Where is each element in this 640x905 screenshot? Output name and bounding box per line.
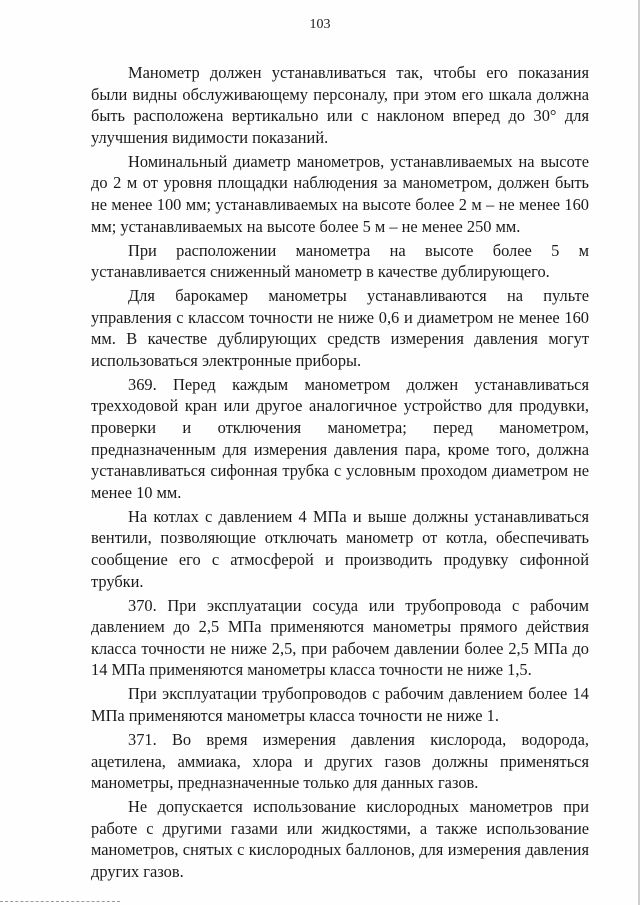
- paragraph-high-pressure-pipelines: При эксплуатации трубопроводов с рабочим давлением более 14 МПа применяются манометры класса точности не ниже 1.: [91, 684, 589, 725]
- paragraph-barochamber: Для барокамер манометры устанавливаются на пульте управления с классом точности не ниже 0,6 и диаметром не менее 160 мм. В качестве дублирующих средств измерения давления могут использоваться электронные приборы.: [91, 286, 589, 370]
- paragraph-nominal-diameter: Номинальный диаметр манометров, устанавливаемых на высоте до 2 м от уровня площадки наблюдения за манометром, должен быть не менее 100 мм; устанавливаемых на высоте более 2 м – не менее 160 мм; устанавливаемых на высоте более 5 м – не менее 250 мм.: [91, 151, 589, 236]
- body-text: [91, 62, 589, 885]
- paragraph-370: 370. При эксплуатации сосуда или трубопровода с рабочим давлением до 2,5 МПа применяются манометры прямого действия класса точности не ниже 2,5, при рабочем давлении более 2,5 МПа до 14 МПа применяются манометры класса точности не ниже 1,5.: [91, 595, 589, 680]
- paragraph-oxygen-manometers: Не допускается использование кислородных манометров при работе с другими газами или жидкостями, а также использование манометров, снятых с кислородных баллонов, для измерения давления других газов.: [91, 797, 589, 881]
- page-number: 103: [309, 17, 331, 32]
- paragraph-manometer-placement: Манометр должен устанавливаться так, чтобы его показания были видны обслуживающему персоналу, при этом его шкала должна быть расположена вертикально или с наклоном вперед до 30° для улучшения видимости показаний.: [91, 63, 589, 147]
- paragraph-369: 369. Перед каждым манометром должен устанавливаться трехходовой кран или другое аналогичное устройство для продувки, проверки и отключения манометра; перед манометром, предназначенным для измерения давления пара, кроме того, должна устанавливаться сифонная трубка с условным проходом диаметром не менее 10 мм.: [91, 374, 589, 502]
- paragraph-boiler-valves: На котлах с давлением 4 МПа и выше должны устанавливаться вентили, позволяющие отключать манометр от котла, обеспечивать сообщение его с атмосферой и производить продувку сифонной трубки.: [91, 506, 589, 591]
- paragraph-371: 371. Во время измерения давления кислорода, водорода, ацетилена, аммиака, хлора и других газов должны применяться манометры, предназначенные только для данных газов.: [91, 729, 589, 793]
- scan-edge-bottom: [0, 901, 120, 902]
- paragraph-reduced-manometer: При расположении манометра на высоте более 5 м устанавливается сниженный манометр в качестве дублирующего.: [91, 240, 589, 282]
